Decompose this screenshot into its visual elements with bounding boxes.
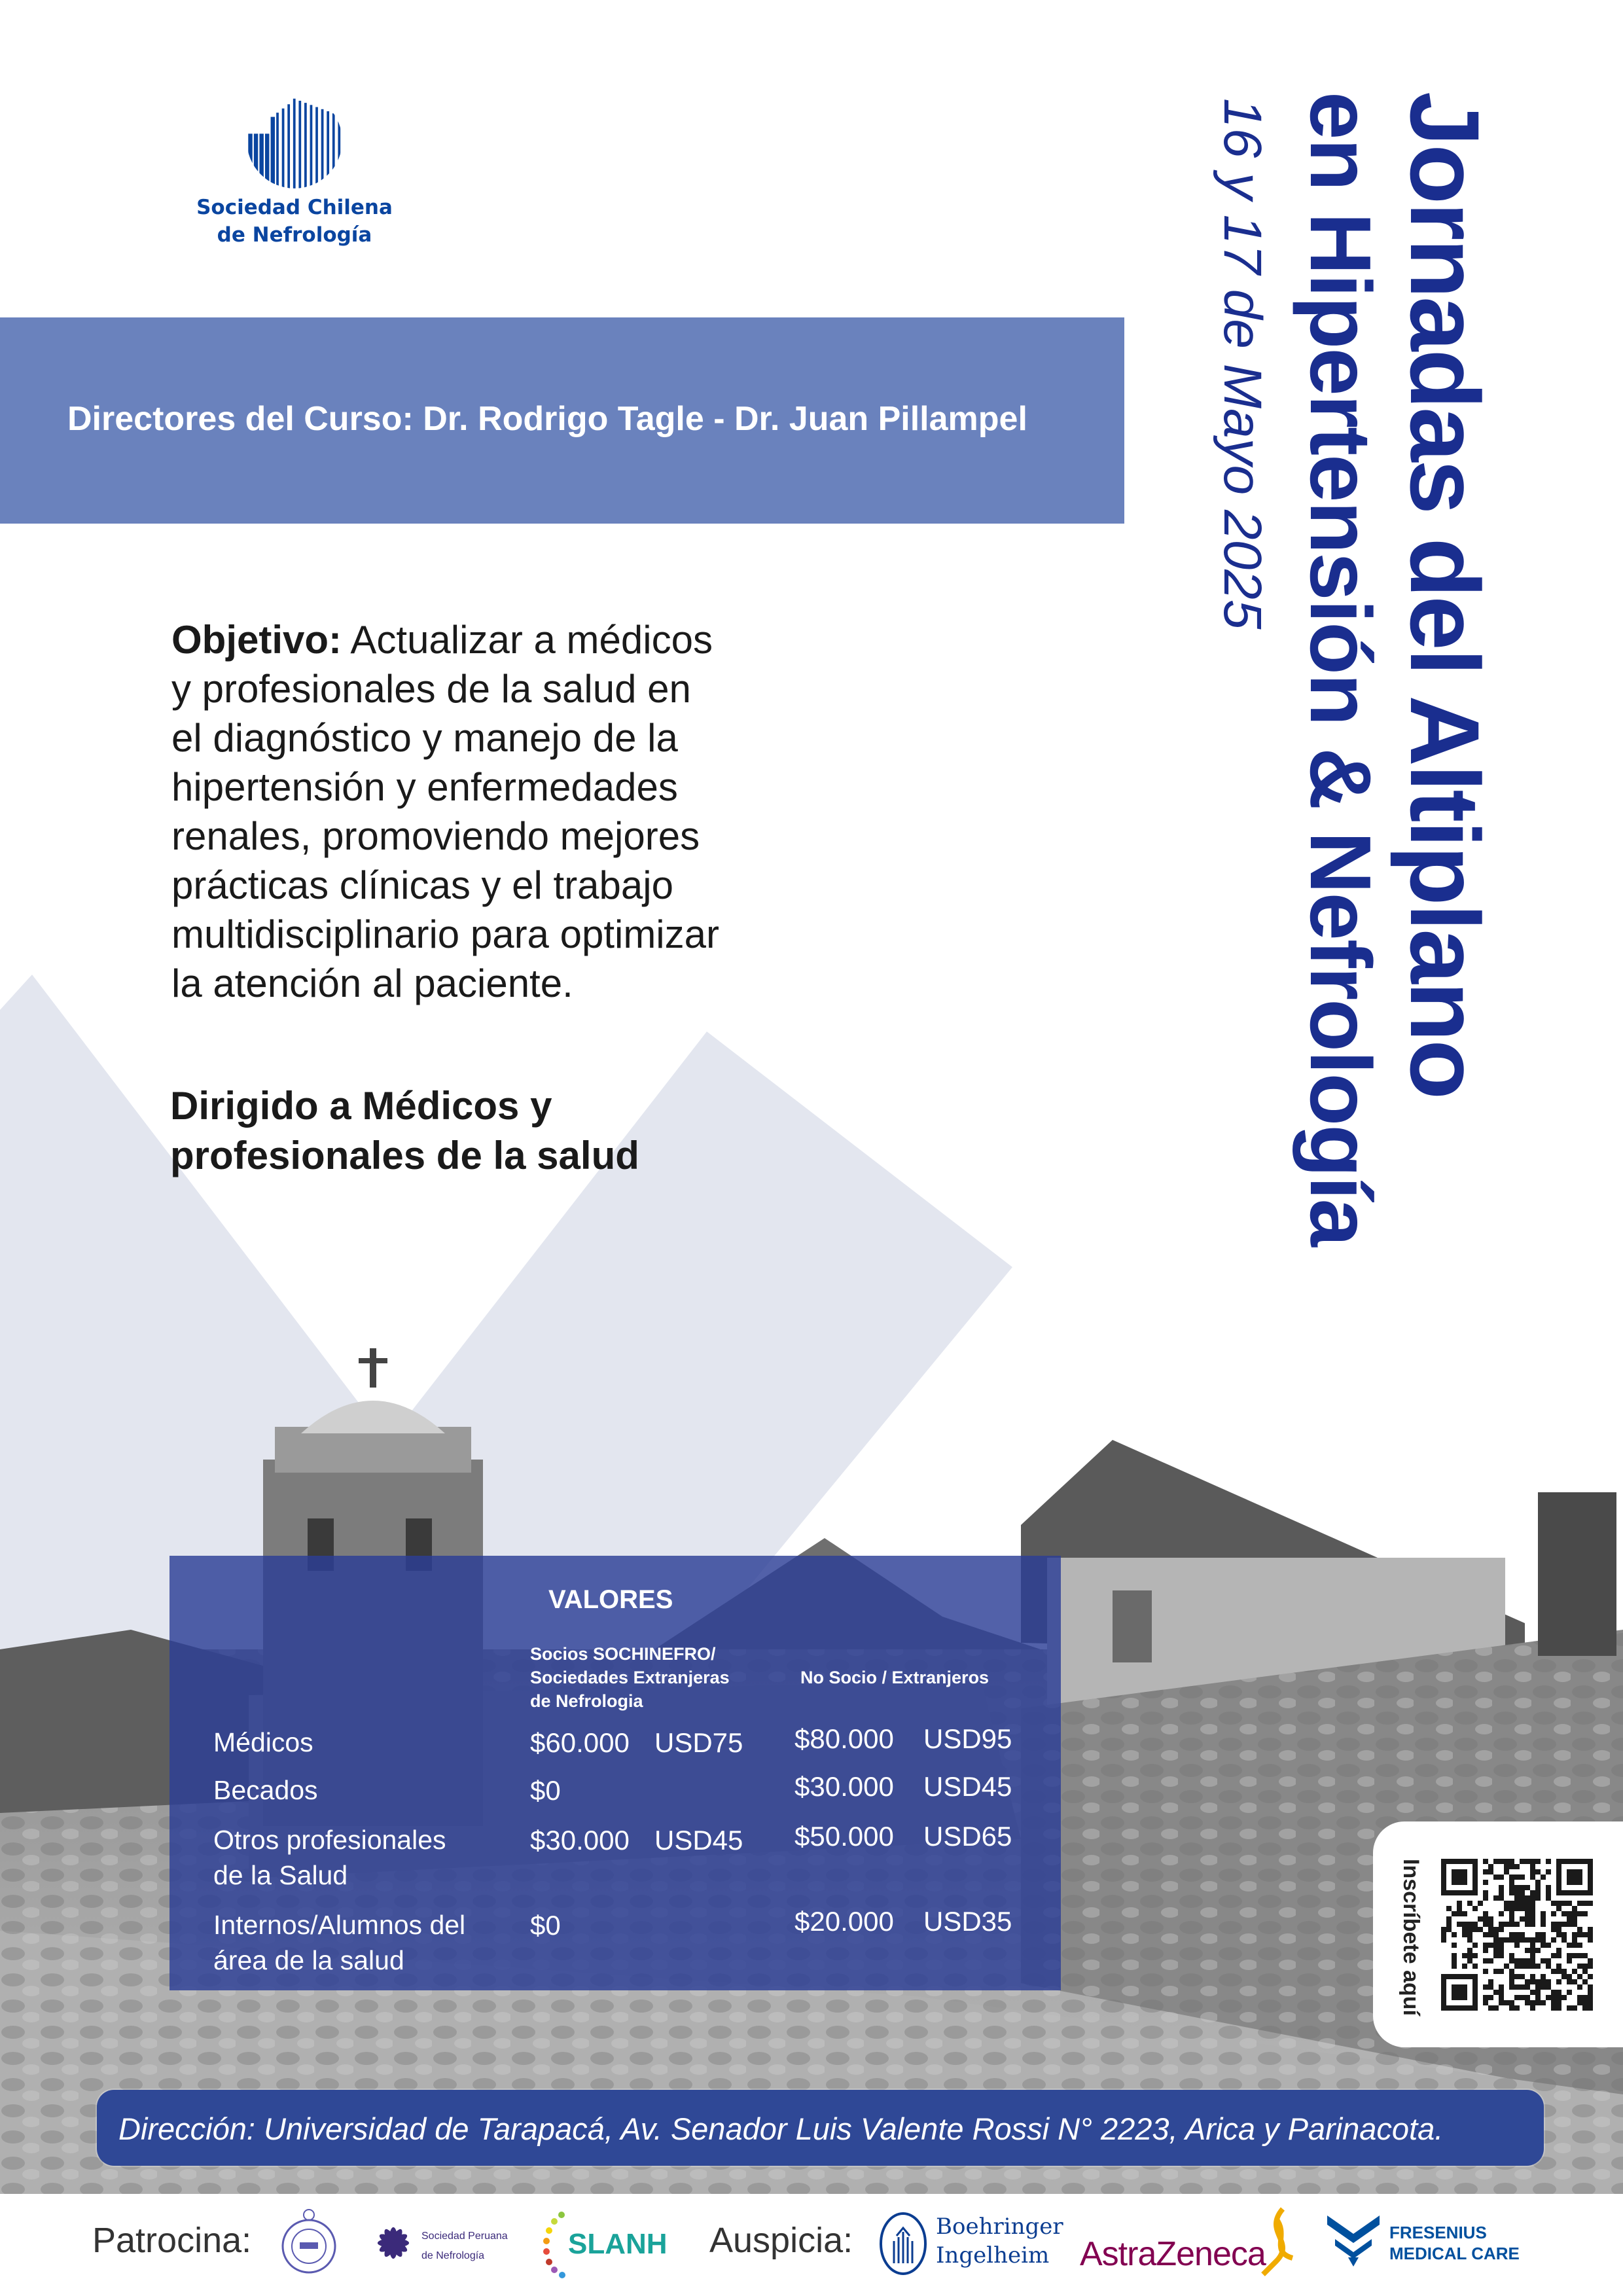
qr-code-icon[interactable]	[1441, 1859, 1593, 2011]
header-line: Socios SOCHINEFRO/	[530, 1644, 716, 1664]
address-text: Dirección: Universidad de Tarapacá, Av. Senador Luis Valente Rossi N° 2223, Arica y Parinacota.	[118, 2111, 1444, 2146]
registration-label[interactable]: Inscríbete aquí	[1399, 1859, 1423, 2016]
price-socio-clp: $0	[530, 1910, 561, 1941]
price-nosocio-usd: USD45	[923, 1771, 1012, 1802]
emblem-logo-icon	[271, 2206, 347, 2282]
peruana-line-1: Sociedad Peruana	[421, 2231, 508, 2242]
patrocina-label: Patrocina:	[92, 2221, 252, 2260]
price-nosocio-clp: $20.000	[794, 1906, 894, 1937]
fresenius-logo	[1327, 2215, 1524, 2274]
boehringer-logo	[878, 2211, 1061, 2276]
objective-line: hipertensión y enfermedades	[171, 765, 678, 809]
price-nosocio-clp: $50.000	[794, 1821, 894, 1852]
logo-line-2: de Nefrología	[217, 223, 372, 247]
price-socio-usd: USD75	[654, 1727, 743, 1758]
row-label	[213, 1725, 313, 1760]
row-label-line: Internos/Alumnos del	[213, 1910, 466, 1940]
boehringer-line-1: Boehringer	[936, 2214, 1063, 2240]
fresenius-chevron-icon	[1327, 2215, 1380, 2268]
row-label-line: Médicos	[213, 1727, 313, 1757]
address-bar	[97, 2090, 1544, 2166]
row-label	[213, 1822, 446, 1893]
astrazeneca-swirl-icon	[1257, 2206, 1302, 2278]
price-nosocio-clp: $80.000	[794, 1723, 894, 1754]
objective-line: prácticas clínicas y el trabajo	[171, 863, 673, 907]
price-socio-clp: $30.000	[530, 1825, 630, 1856]
price-nosocio-usd: USD65	[923, 1821, 1012, 1852]
price-nosocio-usd: USD35	[923, 1906, 1012, 1937]
event-title-line-2: en Hipertensión & Nefrología	[1293, 92, 1389, 1246]
logo-line-1: Sociedad Chilena	[196, 196, 393, 219]
event-date: 16 y 17 de Mayo 2025	[1213, 98, 1272, 630]
objective-line: y profesionales de la salud en	[171, 667, 691, 711]
objective-line: el diagnóstico y manejo de la	[171, 716, 678, 760]
course-directors: Directores del Curso: Dr. Rodrigo Tagle - Dr. Juan Pillampel	[67, 400, 1027, 438]
astrazeneca-logo	[1080, 2206, 1306, 2278]
sociedad-peruana-logo	[370, 2207, 521, 2279]
event-title-line-1: Jornadas del Altiplano	[1390, 92, 1500, 1098]
objective-label: Objetivo:	[171, 618, 342, 662]
objective-line: multidisciplinario para optimizar	[171, 912, 719, 956]
row-label-line: Otros profesionales	[213, 1825, 446, 1855]
price-socio-usd: USD45	[654, 1825, 743, 1856]
target-audience	[170, 1081, 639, 1181]
sociedad-chilena-nefrologia-logo	[164, 92, 425, 249]
header-line: Sociedades Extranjeras	[530, 1668, 730, 1687]
dots-arc-icon	[539, 2207, 571, 2279]
price-socio-clp: $0	[530, 1775, 561, 1806]
fresenius-line-1: FRESENIUS	[1389, 2223, 1487, 2242]
price-nosocio-clp: $30.000	[794, 1771, 894, 1802]
row-label-line: Becados	[213, 1775, 318, 1805]
objective-paragraph	[171, 615, 719, 1008]
price-socio-clp: $60.000	[530, 1727, 630, 1758]
objective-line: la atención al paciente.	[171, 961, 573, 1005]
row-label	[213, 1772, 318, 1808]
row-label-line: área de la salud	[213, 1945, 404, 1975]
peruana-line-2: de Nefrología	[421, 2250, 485, 2261]
price-nosocio-usd: USD95	[923, 1723, 1012, 1754]
auspicia-label: Auspicia:	[709, 2221, 853, 2260]
objective-line: Actualizar a médicos	[342, 618, 713, 662]
col-header-no-socio: No Socio / Extranjeros	[800, 1668, 990, 1687]
audience-line-1: Dirigido a Médicos y	[170, 1084, 552, 1128]
flower-logo-icon	[370, 2207, 416, 2279]
boehringer-icon	[878, 2211, 931, 2276]
slanh-text: SLANH	[568, 2228, 668, 2260]
audience-line-2: profesionales de la salud	[170, 1134, 639, 1177]
astrazeneca-text: AstraZeneca	[1080, 2235, 1266, 2273]
row-label-line: de la Salud	[213, 1860, 348, 1890]
boehringer-line-2: Ingelheim	[936, 2242, 1050, 2269]
row-label	[213, 1907, 465, 1978]
slanh-logo	[539, 2207, 676, 2279]
header-line: de Nefrologia	[530, 1691, 643, 1711]
col-header-socios	[530, 1642, 730, 1713]
fresenius-line-2: MEDICAL CARE	[1389, 2244, 1520, 2263]
kidney-stripes-logo-icon	[245, 92, 344, 190]
prices-title: VALORES	[548, 1585, 673, 1614]
prices-table	[169, 1556, 1061, 1990]
objective-line: renales, promoviendo mejores	[171, 814, 700, 858]
